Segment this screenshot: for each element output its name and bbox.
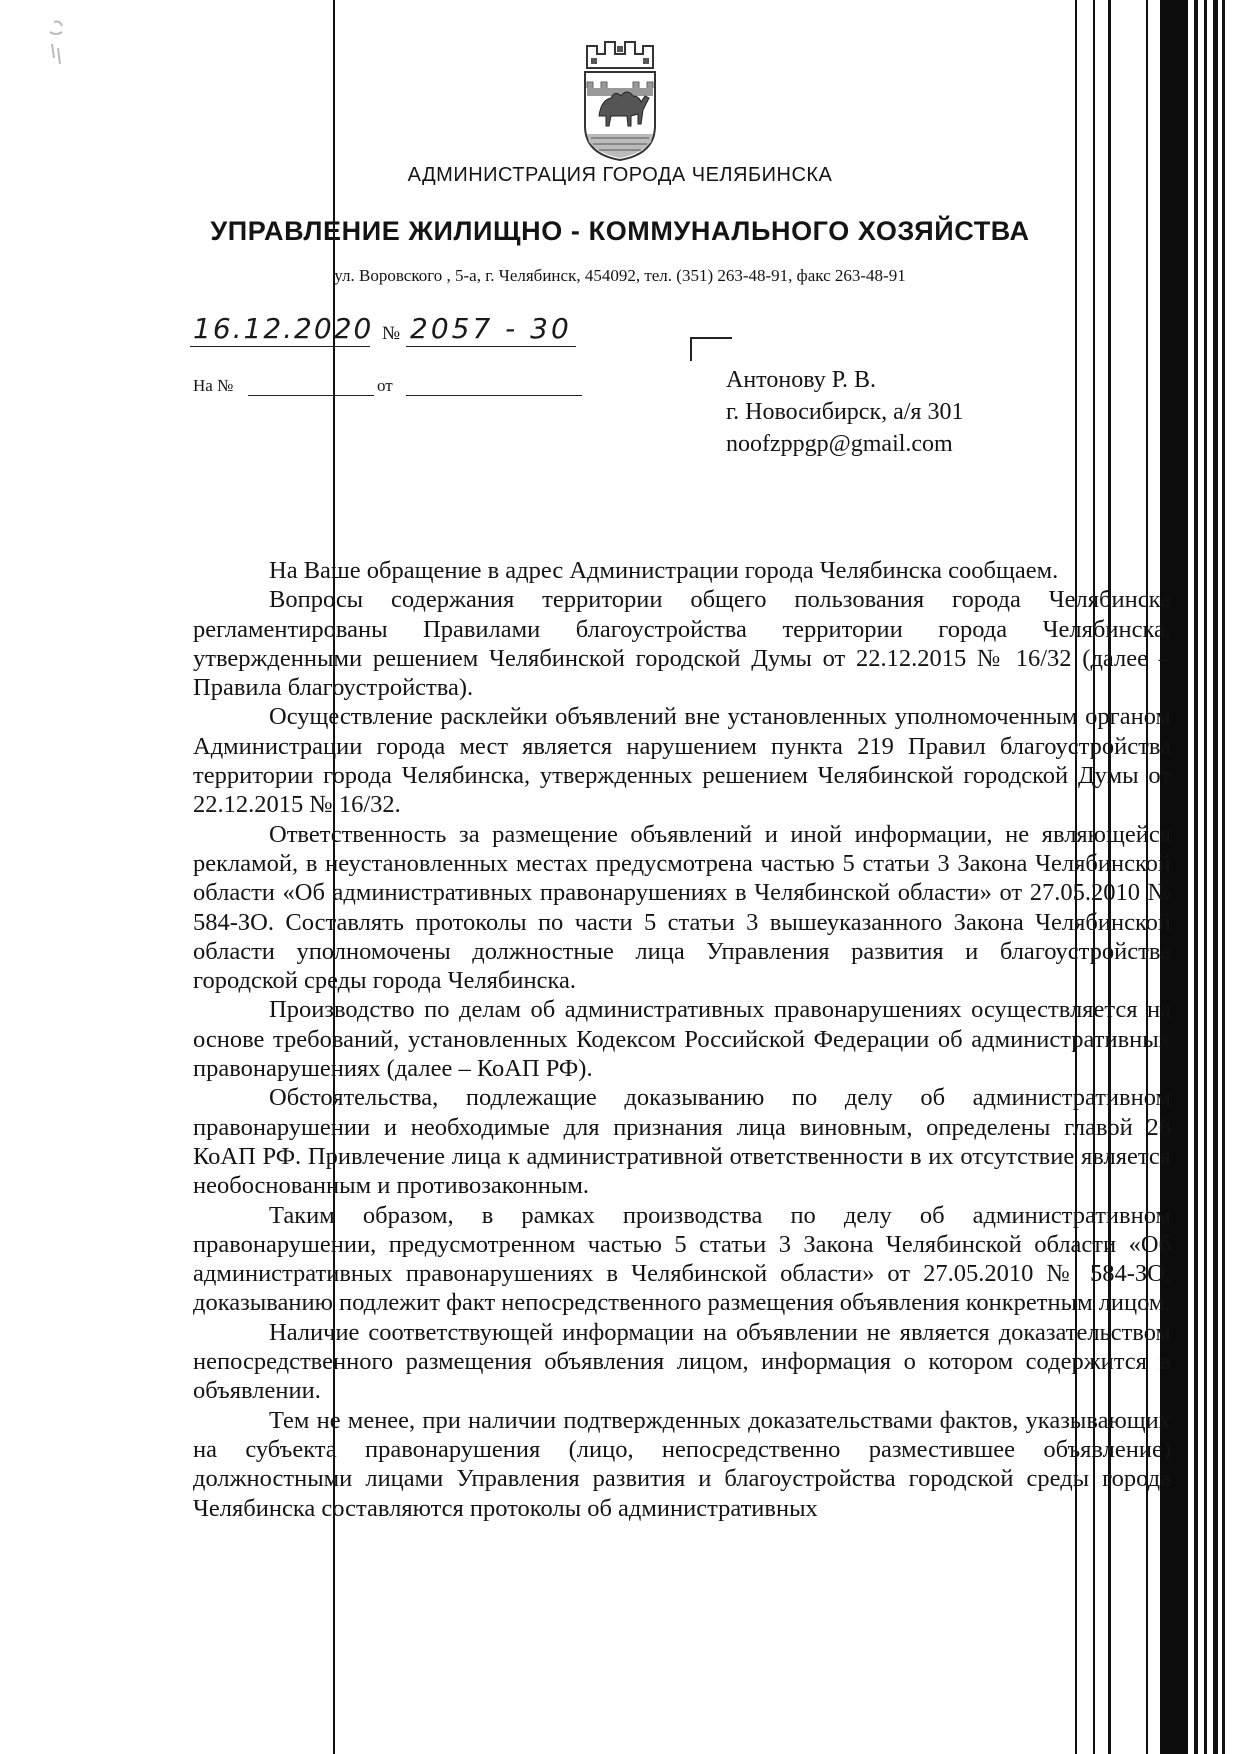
- number-sign: №: [382, 323, 401, 344]
- from-underline: [406, 395, 582, 396]
- administration-name: АДМИНИСТРАЦИЯ ГОРОДА ЧЕЛЯБИНСКА: [407, 164, 833, 186]
- letter-body: [193, 556, 1171, 1523]
- reply-to-underline: [248, 395, 374, 396]
- body-paragraph: Таким образом, в рамках производства по делу об административном правонарушении, предусмотренном частью 5 статьи 3 Закона Челябинской области «Об административных правонарушениях в Челябинской области» от 27.05.2010 № 584-ЗО, доказыванию подлежит факт непосредственного размещения объявления конкретным лицом.: [193, 1201, 1171, 1317]
- scan-vertical-line: [1204, 0, 1207, 1754]
- scan-vertical-line: [1222, 0, 1225, 1754]
- recipient-email: noofzppgp@gmail.com: [726, 431, 953, 457]
- outgoing-number: 2057 - 30: [410, 312, 572, 345]
- body-paragraph: Производство по делам об административных правонарушениях осуществляется на основе требований, установленных Кодексом Российской Федерации об административных правонарушениях (далее – КоАП РФ).: [193, 996, 1171, 1083]
- number-underline: [406, 346, 576, 347]
- department-address: ул. Воровского , 5-а, г. Челябинск, 454092, тел. (351) 263-48-91, факс 263-48-91: [334, 266, 906, 285]
- scan-vertical-line: [1194, 0, 1198, 1754]
- department-name: УПРАВЛЕНИЕ ЖИЛИЩНО - КОММУНАЛЬНОГО ХОЗЯЙСТВА: [210, 216, 1030, 246]
- outgoing-date: 16.12.2020: [193, 312, 374, 345]
- scan-corner-smudge: [40, 18, 74, 78]
- scan-vertical-line: [1213, 0, 1218, 1754]
- address-bracket: [690, 337, 732, 339]
- recipient-address: г. Новосибирск, а/я 301: [726, 399, 964, 425]
- address-bracket: [690, 337, 692, 361]
- date-underline: [190, 346, 370, 347]
- reply-to-label: На №: [193, 376, 234, 395]
- body-paragraph: На Ваше обращение в адрес Администрации города Челябинска сообщаем.: [269, 557, 1059, 584]
- body-paragraph: Вопросы содержания территории общего пользования города Челябинска регламентированы Правилами благоустройства территории города Челябинска, утвержденными решением Челябинской городской Думы от 22.12.2015 № 16/32 (далее – Правила благоустройства).: [193, 586, 1171, 702]
- body-paragraph: Ответственность за размещение объявлений и иной информации, не являющейся рекламой, в неустановленных местах предусмотрена частью 5 статьи 3 Закона Челябинской области «Об административных правонарушениях в Челябинской области» от 27.05.2010 № 584-ЗО. Составлять протоколы по части 5 статьи 3 вышеуказанного Закона Челябинской области уполномочены должностные лица Управления развития и благоустройства городской среды города Челябинска.: [193, 820, 1171, 995]
- body-paragraph: Тем не менее, при наличии подтвержденных доказательствами фактов, указывающих на субъекта правонарушения (лицо, непосредственно разместившее объявление) должностными лицами Управления развития и благоустройства городской среды города Челябинска составляются протоколы об административных: [193, 1406, 1171, 1522]
- recipient-block: [726, 364, 963, 460]
- body-paragraph: Наличие соответствующей информации на объявлении не является доказательством непосредственного размещения объявления лицом, информация о котором содержится в объявлении.: [193, 1318, 1171, 1405]
- recipient-name: Антонову Р. В.: [726, 367, 877, 393]
- body-paragraph: Обстоятельства, подлежащие доказыванию по делу об административном правонарушении и необходимые для признания лица виновным, определены главой 26 КоАП РФ. Привлечение лица к административной ответственности в их отсутствие является необоснованным и противозаконным.: [193, 1084, 1171, 1200]
- from-label: от: [377, 376, 393, 395]
- coat-of-arms-icon: [581, 38, 659, 162]
- body-paragraph: Осуществление расклейки объявлений вне установленных уполномоченным органом Администрации города мест является нарушением пункта 219 Правил благоустройства территории города Челябинска, утвержденных решением Челябинской городской Думы от 22.12.2015 № 16/32.: [193, 703, 1171, 819]
